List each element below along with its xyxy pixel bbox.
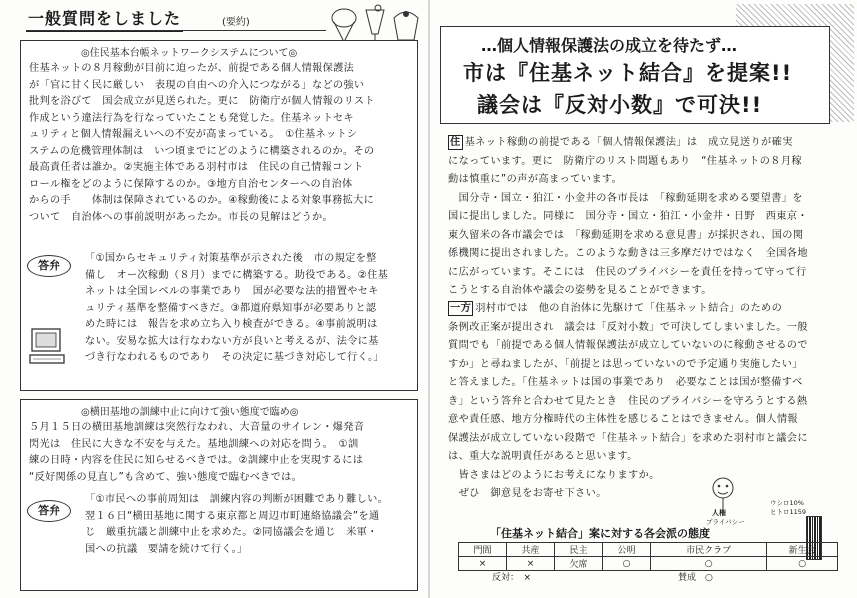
doodle-label: 人権 — [712, 509, 726, 517]
headline-secondary: 議会は『反対小数』で可決!! — [477, 93, 763, 117]
question-body: ５月１５日の横田基地訓練は突然行なわれ、大音量のサイレン・爆発音 閃光は 住民に大きな不安を与えた。基地訓練への対応を問う。 ①訓 練の日時・内容を住民に知らせるべきでは。②訓練中止を実現するには “反好関係の見直し”も含めて、強い態度で臨むべきでは。 — [29, 422, 365, 483]
legend-for: 賛成 ○ — [678, 573, 713, 583]
answer-body: 「①市民への事前周知は 訓練内容の判断が困難であり難しい。 翌１６日“横田基地に関する東京都と周辺市町連絡協議会”を通 じ 厳重抗議と訓練中止を求めた。②同協議会を通じ 米軍・ 国への抗議 要請を続けて行く。」 — [85, 494, 389, 555]
header-rule — [26, 30, 326, 31]
headline-kicker: …個人情報保護法の成立を待たず… — [481, 36, 738, 55]
headline-box — [440, 26, 830, 124]
answer-label: 答弁 — [27, 500, 71, 522]
section-title: 一般質問をしました — [26, 6, 183, 32]
faction-table — [458, 542, 838, 571]
question-body: 住基ネットの８月稼動が目前に迫ったが、前提である個人情報保護法 が「官に甘く民に厳しい 表現の自由への介入につながる」などの強い 批判を浴びて 国会成立が見送られた。更に 防衛庁が個人情報のリスト 作成という違法行為を行なっていたことも発覚した。住基ネットセキ ュリティと個人情報漏えいへの不安が高まっている。 ①住基ネットシ ステムの危機管理体制は いつ頃までにどのように構築されるのか。その 最高責任者は誰か。②実施主体である羽村市は 住民の自己情報コント ロール権をどのように保障するのか。③地方自治センターへの自治体 からの手 体制は保障されているのか。④稼動後による対象事務拡大に ついて 自治体への事前説明があったか。市長の見解はどうか。 — [29, 63, 375, 223]
table-header-cell: 公明 — [603, 543, 651, 557]
headline-main: 市は『住基ネット結合』を提案!! — [463, 61, 793, 85]
table-cell: × — [507, 557, 555, 571]
question-box-yokota — [20, 399, 418, 591]
stamp-text: ヒトロ1159 — [770, 508, 807, 516]
drop-cap: 住 — [450, 137, 461, 148]
table-row — [459, 557, 838, 571]
drop-cap: 一方 — [450, 303, 472, 314]
left-page — [0, 0, 428, 598]
table-header-cell: 共産 — [507, 543, 555, 557]
question-heading: ◎横田基地の訓練中止に向けて強い態度で臨め◎ — [81, 407, 299, 418]
table-cell: ○ — [651, 557, 767, 571]
article-paragraph-1: 住 基ネット稼動の前提である「個人情報保護法」は 成立見送りが確実 になっています。更に 防衛庁のリスト問題もあり “住基ネットの８月稼 動は慎重に”の声が高まっています。 国分寺・国立・狛江・小金井の各市長は 「稼動延期を求める要望書」を 国に提出しました。同様に 国分寺・国立・狛江・小金井・日野 西東京・ 東久留米の各市議会では 「稼動延期を求める意見書」が採択され、国の関 係機関に提出されました。このような動きは三多摩だけではなく 全国各地 に広がっています。そこには 住民のプライバシーを責任を持って守って行 こうとする自治体や議会の姿勢を見ることができます。 — [448, 137, 808, 296]
answer-body: 「①国からセキュリティ対策基準が示された後 市の規定を整 備し オー次稼動（８月）までに構築する。助役である。②住基 ネットは全国レベルの事業であり 国が必要な法的措置やセキ ュリティ基準を整備すべきだ。③都道府県知事が必要ありと認 めた時には 報告を求め立ち入り検査ができる。④事前説明は ない。安易な拡大は行なわない方が良いと考えるが、法令に基 づき行なわれるものであり その決定に基づき対応して行く。」 — [85, 253, 389, 363]
doodle-sublabel: プライバシー — [706, 518, 745, 526]
computer-icon — [29, 327, 65, 367]
table-cell: 欠席 — [555, 557, 603, 571]
section-subtitle: (要約) — [222, 17, 250, 28]
table-header-cell: 門間 — [459, 543, 507, 557]
table-header-cell: 民主 — [555, 543, 603, 557]
table-cell: ○ — [603, 557, 651, 571]
table-cell: × — [459, 557, 507, 571]
table-header-cell: 新生会 — [767, 543, 838, 557]
table-caption: 「住基ネット結合」案に対する各会派の態度 — [490, 527, 710, 540]
question-heading: ◎住民基本台帳ネットワークシステムについて◎ — [81, 48, 298, 59]
hatched-border — [826, 4, 854, 122]
answer-label: 答弁 — [27, 255, 71, 277]
table-header-cell: 市民クラブ — [651, 543, 767, 557]
article-paragraph-2: 一方 羽村市では 他の自治体に先駆けて「住基ネット結合」のための 条例改正案が提出され 議会は「反対小数」で可決してしまいました。一般 質問でも「前提である個人情報保護法が成立していないのに稼動させるので すか」と尋ねましたが、「前提とは思っていないので予定通り実施したい」 と答えました。「住基ネットは国の事業であり 必要なことは国が整備すべ き」という答弁と合わせて見たとき 住民のプライバシーを守ろうとする熱 意や責任感、地方分権時代の主体性を感じることはできません。個人情報 保護法が成立していない段階で「住基ネット結合」を求めた羽村市と議会に は、重大な説明責任があると思います。 皆さまはどのようにお考えになりますか。 ぜひ 御意見をお寄せ下さい。 — [448, 303, 808, 499]
legend-against: 反対： × — [492, 573, 532, 583]
table-header-row — [459, 543, 838, 557]
question-box-juki — [20, 40, 418, 391]
stamp-text: ウシロ10% — [770, 499, 804, 507]
table-cell: ○ — [767, 557, 838, 571]
dessert-drawing — [326, 4, 424, 44]
